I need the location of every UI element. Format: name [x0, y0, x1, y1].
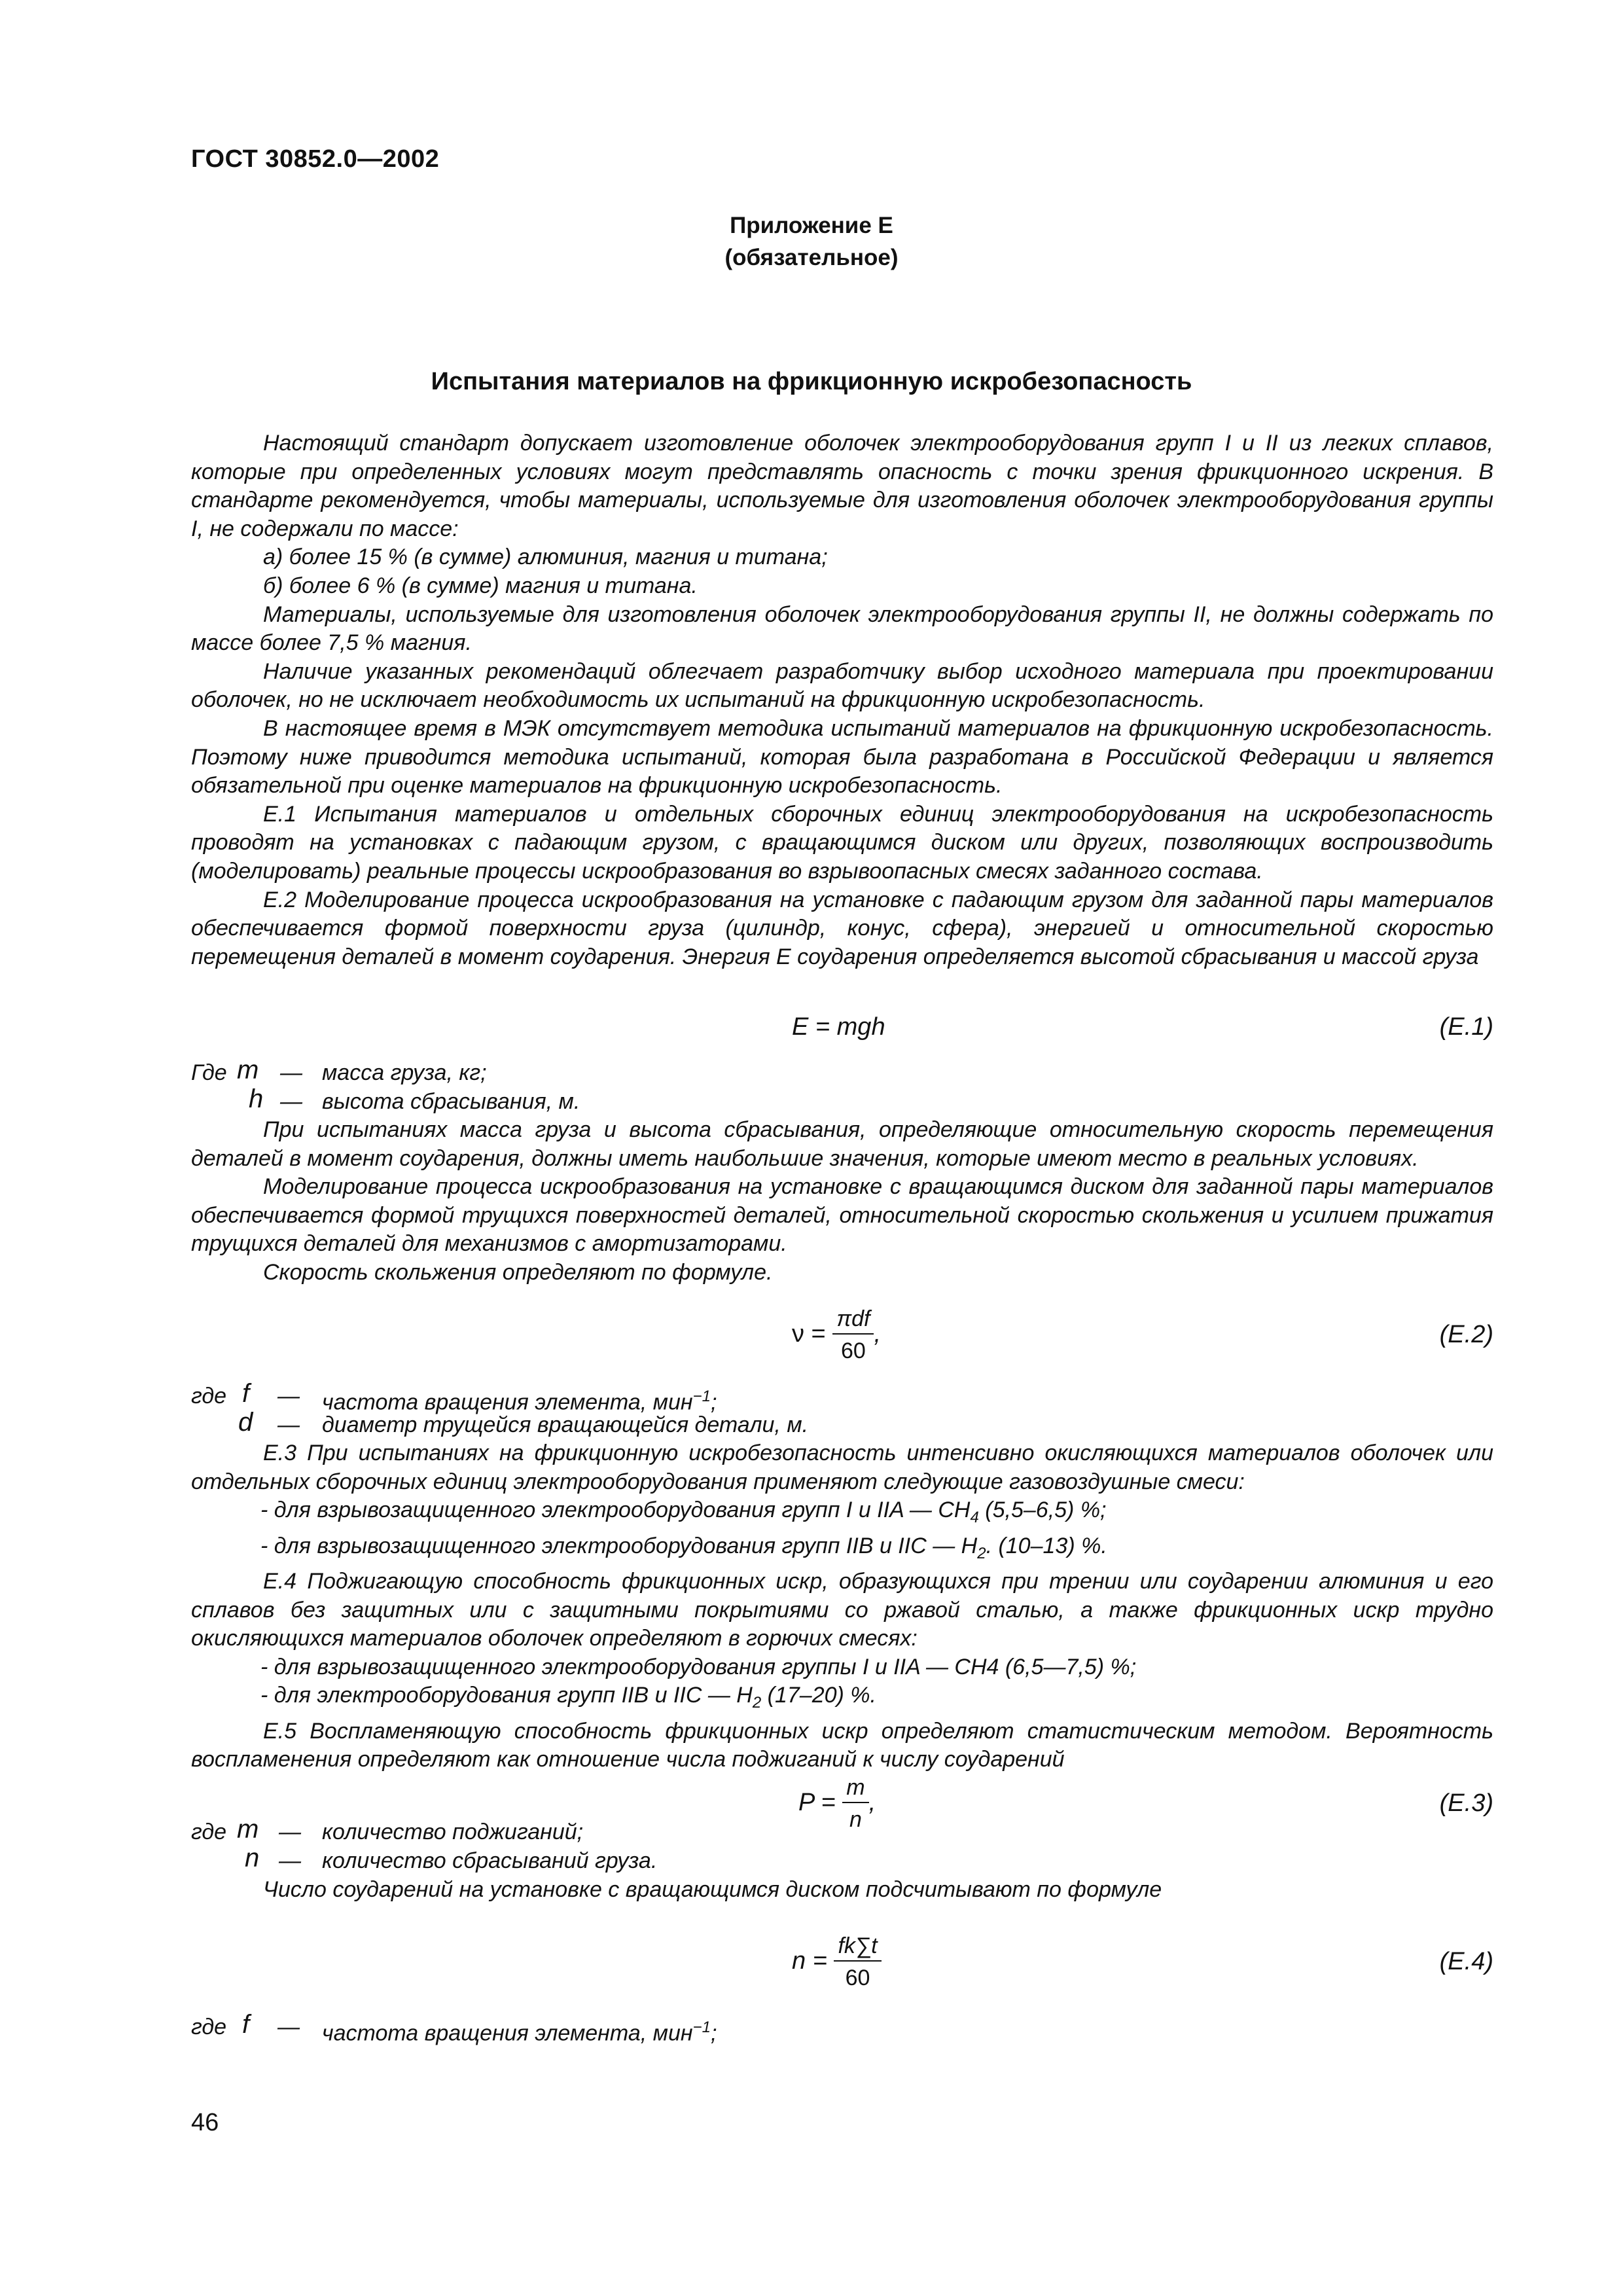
text-block-intro	[191, 429, 1493, 971]
fraction	[834, 1933, 881, 1991]
paragraph: Е.4 Поджигающую способность фрикционных искр, образующихся при трении или соударении алюминия и его сплавов без защитных или с защитными покрытиями со ржавой сталью, а также фрикционных искр трудно окисляющихся материалов оболочек определяют в горючих смесях:	[191, 1568, 1493, 1651]
definition-text: частота вращения элемента, мин$^{-1}$;	[322, 1388, 717, 1415]
fraction	[832, 1306, 874, 1364]
numerator: πdf	[832, 1306, 874, 1335]
dash: —	[277, 1412, 300, 1437]
where-label: где	[191, 1820, 227, 1844]
dash: —	[277, 1384, 300, 1408]
formula-number: (E.2)	[1439, 1321, 1493, 1348]
page-number: 46	[191, 2109, 219, 2136]
where-label: где	[191, 2015, 227, 2039]
paragraph: Моделирование процесса искрообразования на установке с вращающимся диском для заданной пары материалов обеспечивается формой трущихся поверхностей деталей, относительной скоростью скольжения и усилием прижатия трущихся деталей для механизмов с амортизаторами.	[191, 1174, 1493, 1257]
formula-expression	[792, 1933, 882, 1991]
symbol: h	[249, 1084, 264, 1113]
formula-e4	[191, 1933, 1493, 2012]
symbol: m	[237, 1056, 259, 1085]
definition-row	[191, 1815, 1493, 1847]
symbol: d	[238, 1407, 253, 1437]
definition-text: высота сбрасывания, м.	[322, 1088, 580, 1114]
dash: —	[280, 1060, 302, 1085]
definition-row	[191, 1379, 1493, 1415]
definition-row	[191, 1084, 1493, 1117]
definitions-e4	[191, 2010, 1493, 2046]
denominator: 60	[840, 1338, 866, 1363]
formula-tail: ,	[874, 1320, 882, 1348]
where-label: где	[191, 1384, 227, 1408]
definitions-e1	[191, 1056, 1493, 1116]
section-title: Испытания материалов на фрикционную искробезопасность	[431, 368, 1192, 395]
formula-lhs: n =	[792, 1947, 827, 1975]
list-item: б) более 6 % (в сумме) магния и титана.	[263, 573, 698, 598]
list-item: - для электрооборудования групп IIB и IIC — $H_2$ (17–20) %.	[260, 1683, 876, 1712]
list-item: - для взрывозащищенного электрооборудования группы I и IIA — CH4 (6,5—7,5) %;	[260, 1654, 1137, 1679]
symbol: m	[237, 1815, 259, 1844]
where-label: Где	[191, 1060, 227, 1085]
symbol: n	[245, 1843, 260, 1873]
definition-text: масса груза, кг;	[322, 1060, 487, 1085]
text-block-disk	[191, 1116, 1493, 1287]
symbol: f	[242, 1379, 250, 1408]
annex-label: Приложение Е	[730, 213, 893, 238]
formula-e1	[191, 1013, 1493, 1066]
paragraph: Наличие указанных рекомендаций облегчает разработчику выбор исходного материала при проектировании оболочек, но не исключает необходимость их испытаний на фрикционную искробезопасность.	[191, 658, 1493, 713]
symbol: f	[242, 2010, 250, 2039]
formula-tail: ,	[868, 1789, 876, 1817]
denominator: n	[849, 1807, 862, 1832]
formula-expression: E = mgh	[792, 1013, 885, 1041]
paragraph: Число соударений на установке с вращающимся диском подсчитывают по формуле	[263, 1877, 1162, 1902]
dash: —	[279, 1848, 301, 1873]
list-item: а) более 15 % (в сумме) алюминия, магния и титана;	[263, 545, 828, 570]
paragraph: Настоящий стандарт допускает изготовление оболочек электрооборудования групп I и II из легких сплавов, которые при определенных условиях могут представлять опасность с точки зрения фрикционного искрения. В стандарте рекомендуется, чтобы материалы, используемые для изготовления оболочек электрооборудования группы I, не содержали по массе:	[191, 431, 1493, 541]
formula-number: (E.1)	[1439, 1013, 1493, 1041]
definition-row	[191, 1843, 1493, 1876]
formula-e2	[191, 1306, 1493, 1385]
definitions-e3	[191, 1815, 1493, 1875]
formula-number: (E.3)	[1439, 1789, 1493, 1817]
dash: —	[280, 1088, 302, 1114]
paragraph: В настоящее время в МЭК отсутствует методика испытаний материалов на фрикционную искробезопасность. Поэтому ниже приводится методика испытаний, которая была разработана в Российской Федерации и является обязательной при оценке материалов на фрикционную искробезопасность.	[191, 715, 1493, 798]
definition-text: количество сбрасываний груза.	[322, 1848, 658, 1873]
paragraph: Скорость скольжения определяют по формуле.	[263, 1259, 773, 1285]
list-item: - для взрывозащищенного электрооборудования групп I и IIA — $CH_4$ (5,5–6,5) %;	[260, 1498, 1107, 1526]
text-block-count	[191, 1876, 1493, 1905]
text-block-mixtures	[191, 1439, 1493, 1774]
document-id: ГОСТ 30852.0—2002	[191, 145, 440, 173]
definitions-e2	[191, 1379, 1493, 1439]
formula-number: (E.4)	[1439, 1948, 1493, 1975]
paragraph: Е.5 Воспламеняющую способность фрикционных искр определяют статистическим методом. Вероятность воспламенения определяют как отношение числа поджиганий к числу соударений	[191, 1718, 1493, 1772]
numerator: m	[842, 1775, 868, 1803]
definition-row	[191, 2010, 1493, 2046]
definition-text: количество поджиганий;	[322, 1820, 584, 1844]
paragraph: Е.2 Моделирование процесса искрообразования на установке с падающим грузом для заданной пары материалов обеспечивается формой поверхности груза (цилиндр, конус, сфера), энергией и относительной скоростью перемещения деталей в момент соударения. Энергия Е соударения определяется высотой сбрасывания и массой груза	[191, 887, 1493, 969]
dash: —	[279, 1820, 301, 1844]
paragraph: Е.1 Испытания материалов и отдельных сборочных единиц электрооборудования на искробезопасность проводят на установках с падающим грузом, с вращающимся диском или других, позволяющих воспроизводить (моделировать) реальные процессы искрообразования во взрывоопасных смесях заданного состава.	[191, 801, 1493, 884]
paragraph: При испытаниях масса груза и высота сбрасывания, определяющие относительную скорость перемещения деталей в момент соударения, должны иметь наибольшие значения, которые имеют место в реальных условиях.	[191, 1117, 1493, 1171]
definition-text: частота вращения элемента, мин$^{-1}$;	[322, 2018, 717, 2046]
definition-text: диаметр трущейся вращающейся детали, м.	[322, 1412, 809, 1437]
formula-lhs: P =	[798, 1789, 836, 1817]
paragraph: Е.3 При испытаниях на фрикционную искробезопасность интенсивно окисляющихся материалов оболочек или отдельных сборочных единиц электрооборудования применяют следующие газовоздушные смеси:	[191, 1441, 1493, 1494]
definition-row	[191, 1407, 1493, 1440]
paragraph: Материалы, используемые для изготовления оболочек электрооборудования группы II, не должны содержать по массе более 7,5 % магния.	[191, 601, 1493, 656]
numerator: fk∑t	[834, 1933, 881, 1962]
denominator: 60	[845, 1965, 870, 1990]
formula-lhs: ν =	[792, 1320, 826, 1348]
list-item: - для взрывозащищенного электрооборудования групп IIB и IIC — $H_2$. (10–13) %.	[260, 1533, 1107, 1562]
formula-expression	[792, 1306, 881, 1364]
definition-row	[191, 1056, 1493, 1088]
annex-status: (обязательное)	[724, 245, 899, 270]
dash: —	[277, 2015, 300, 2039]
